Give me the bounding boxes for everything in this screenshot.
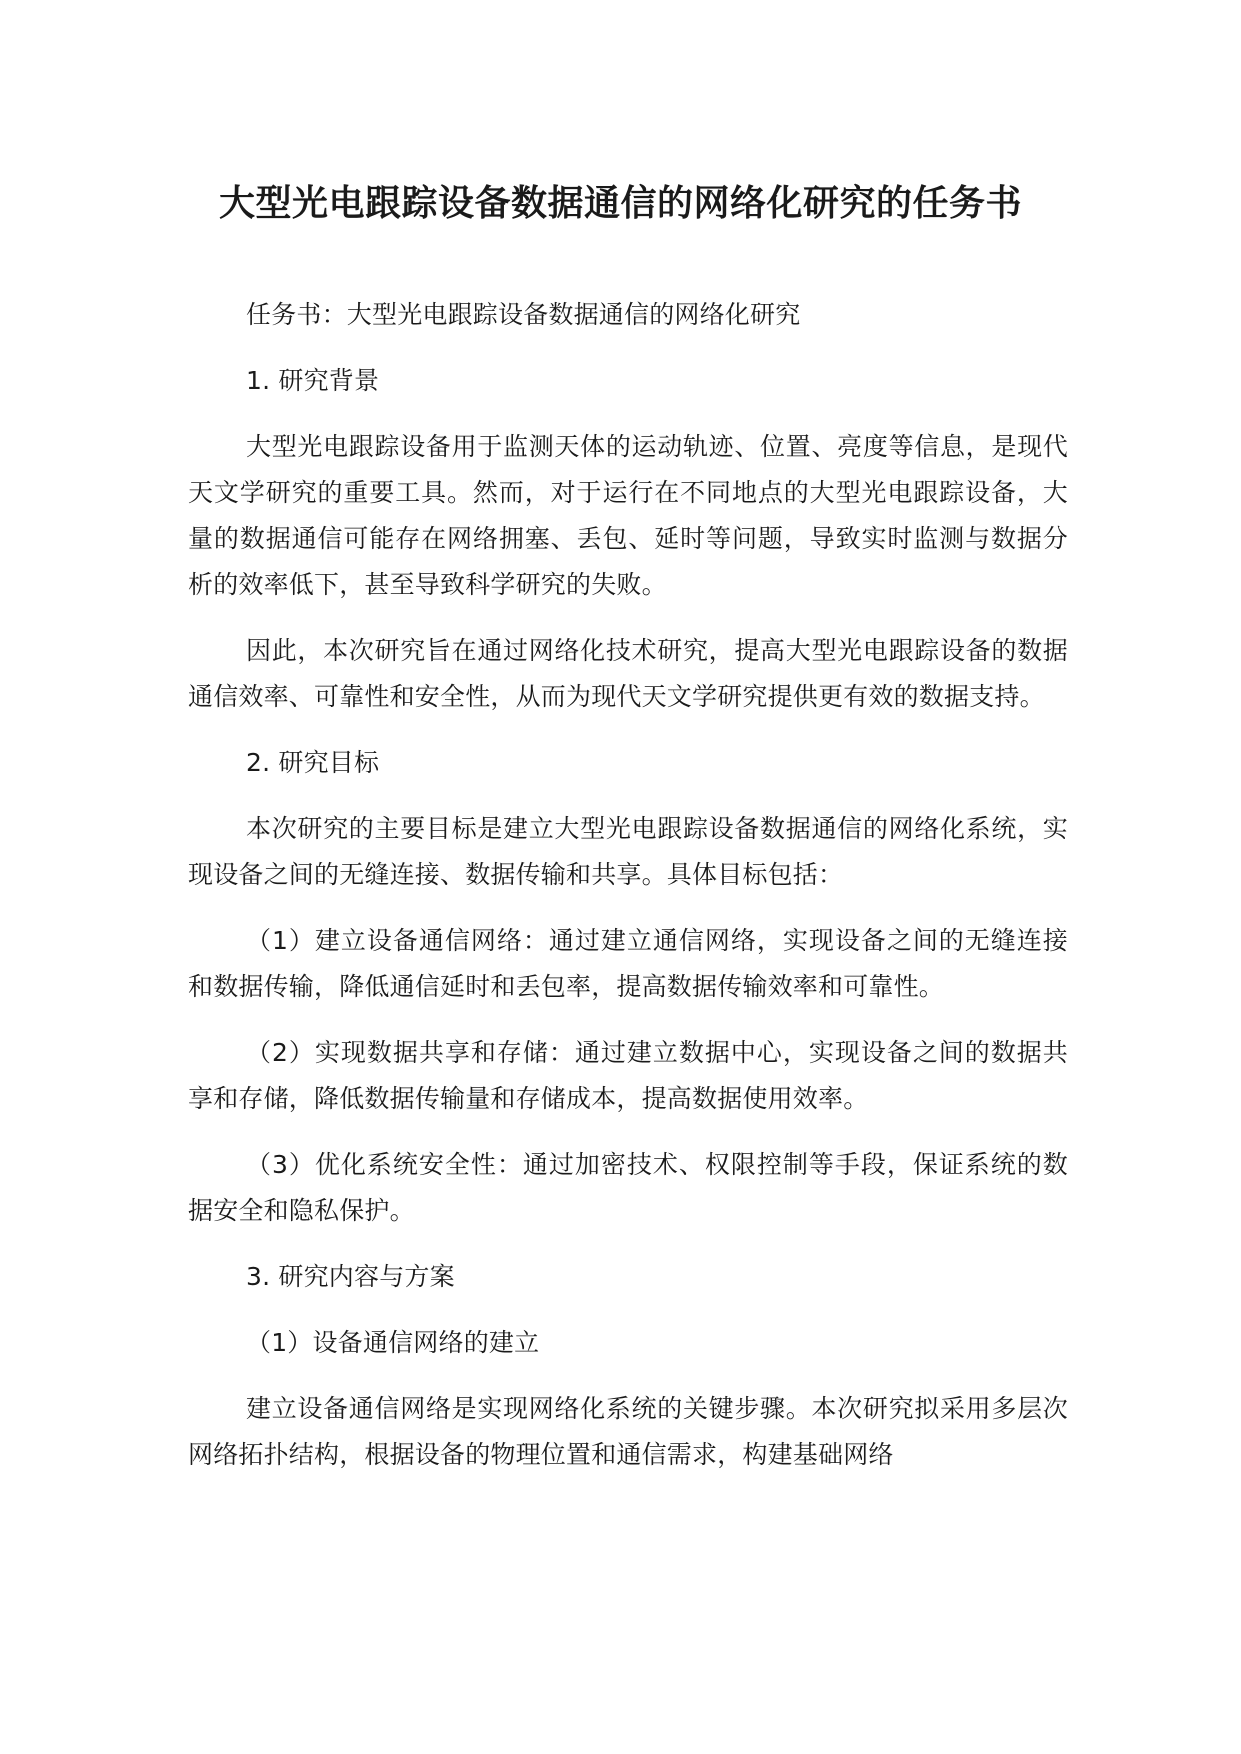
document-title: 大型光电跟踪设备数据通信的网络化研究的任务书 xyxy=(218,183,1022,224)
section-heading-background: 1. 研究背景 xyxy=(246,366,380,395)
goal-item-3: （3）优化系统安全性：通过加密技术、权限控制等手段，保证系统的数据安全和隐私保护。 xyxy=(188,1150,1068,1225)
paragraph-background-1: 大型光电跟踪设备用于监测天体的运动轨迹、位置、亮度等信息，是现代天文学研究的重要工具。然而，对于运行在不同地点的大型光电跟踪设备，大量的数据通信可能存在网络拥塞、丢包、延时等问题，导致实时监测与数据分析的效率低下，甚至导致科学研究的失败。 xyxy=(188,432,1068,599)
subsection-heading-network: （1）设备通信网络的建立 xyxy=(246,1328,540,1357)
paragraph-background-2: 因此，本次研究旨在通过网络化技术研究，提高大型光电跟踪设备的数据通信效率、可靠性和安全性，从而为现代天文学研究提供更有效的数据支持。 xyxy=(188,636,1068,711)
section-heading-content: 3. 研究内容与方案 xyxy=(246,1262,455,1291)
goal-item-1: （1）建立设备通信网络：通过建立通信网络，实现设备之间的无缝连接和数据传输，降低通信延时和丢包率，提高数据传输效率和可靠性。 xyxy=(188,926,1068,1001)
goal-item-2: （2）实现数据共享和存储：通过建立数据中心，实现设备之间的数据共享和存储，降低数据传输量和存储成本，提高数据使用效率。 xyxy=(188,1038,1068,1113)
paragraph-goals-intro: 本次研究的主要目标是建立大型光电跟踪设备数据通信的网络化系统，实现设备之间的无缝连接、数据传输和共享。具体目标包括： xyxy=(188,814,1068,889)
section-heading-goals: 2. 研究目标 xyxy=(246,748,380,777)
paragraph-network: 建立设备通信网络是实现网络化系统的关键步骤。本次研究拟采用多层次网络拓扑结构，根据设备的物理位置和通信需求，构建基础网络 xyxy=(188,1394,1068,1469)
task-heading: 任务书：大型光电跟踪设备数据通信的网络化研究 xyxy=(246,300,801,329)
document-body xyxy=(188,292,1068,1478)
